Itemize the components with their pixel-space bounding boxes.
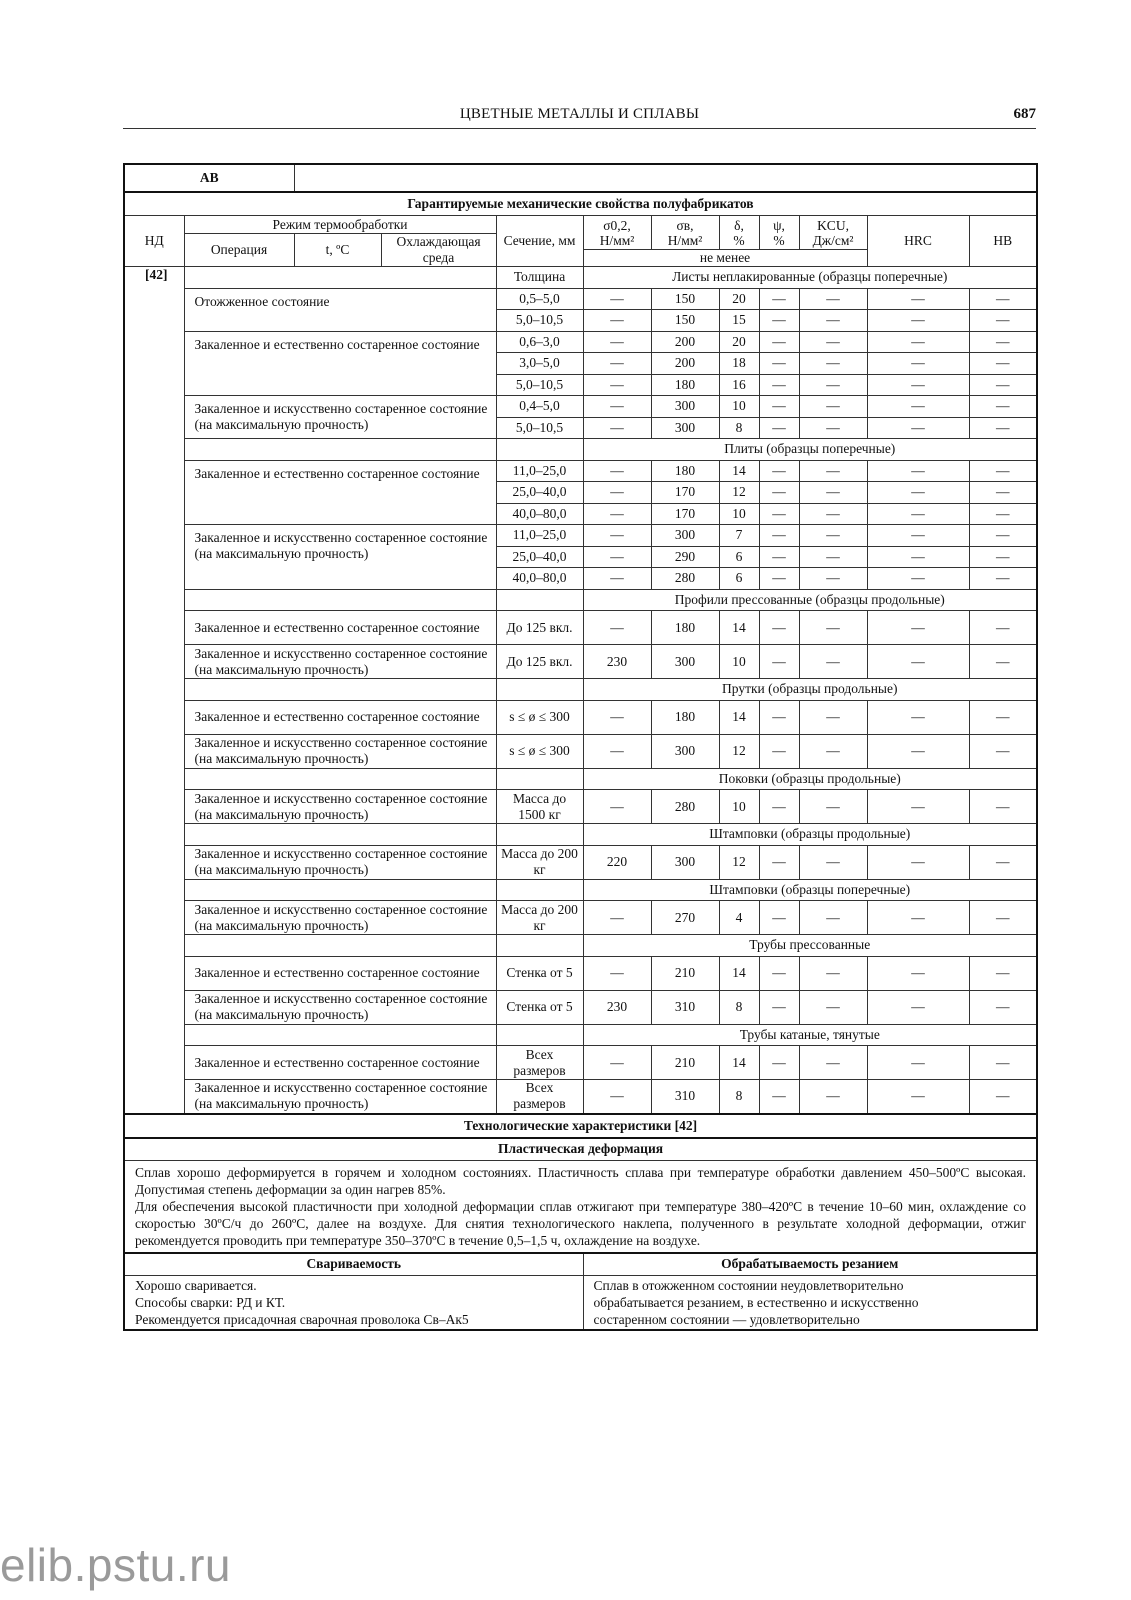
value-kcu: —: [799, 568, 867, 590]
value-s02: —: [583, 901, 651, 935]
value-kcu: —: [799, 525, 867, 547]
value-sv: 180: [651, 611, 719, 645]
page-number: 687: [1013, 106, 1036, 122]
condition-label: Отожженное состояние: [184, 288, 496, 331]
value-s02: —: [583, 1080, 651, 1114]
header-s02: σ0,2, Н/мм²: [583, 216, 651, 250]
condition-label: Закаленное и искусственно состаренное состояние (на максимальную прочность): [184, 396, 496, 439]
section-value: 11,0–25,0: [496, 460, 583, 482]
watermark: elib.pstu.ru: [0, 1539, 232, 1591]
mech-section-title: Гарантируемые механические свойства полуфабрикатов: [124, 192, 1037, 216]
value-s02: 230: [583, 990, 651, 1024]
value-sv: 200: [651, 353, 719, 375]
value-hrc: —: [867, 353, 969, 375]
value-sv: 210: [651, 956, 719, 990]
table-row: [124, 525, 1037, 547]
value-d: 20: [719, 288, 759, 310]
value-hb: —: [969, 645, 1037, 679]
value-sv: 280: [651, 790, 719, 824]
value-psi: —: [759, 568, 799, 590]
value-hrc: —: [867, 546, 969, 568]
value-kcu: —: [799, 790, 867, 824]
value-hrc: —: [867, 310, 969, 332]
section-spacer: [496, 824, 583, 846]
value-s02: —: [583, 353, 651, 375]
value-psi: —: [759, 700, 799, 734]
value-sv: 300: [651, 396, 719, 418]
category-spacer: [184, 439, 496, 461]
value-sv: 180: [651, 700, 719, 734]
category-row: [124, 824, 1037, 846]
section-value: Стенка от 5: [496, 990, 583, 1024]
value-hb: —: [969, 700, 1037, 734]
section-value: 40,0–80,0: [496, 503, 583, 525]
value-hrc: —: [867, 568, 969, 590]
header-delta: δ, %: [719, 216, 759, 250]
value-d: 14: [719, 956, 759, 990]
machinability-line: обрабатывается резанием, в естественно и искусственно: [593, 1294, 919, 1310]
value-s02: —: [583, 700, 651, 734]
plastic-paragraph-1: Сплав хорошо деформируется в горячем и холодном состояниях. Пластичность сплава при температуре обработки давлением 450–500ºС высокая. Допустимая степень деформации за один нагрев 85%.: [135, 1164, 1027, 1197]
table-row: [124, 645, 1037, 679]
condition-label: Закаленное и естественно состаренное состояние: [184, 611, 496, 645]
value-sv: 300: [651, 525, 719, 547]
table-row: [124, 1080, 1037, 1114]
section-label: Толщина: [496, 267, 583, 289]
condition-label: Закаленное и естественно состаренное состояние: [184, 1046, 496, 1080]
value-d: 7: [719, 525, 759, 547]
value-kcu: —: [799, 396, 867, 418]
category-row: [124, 679, 1037, 701]
table-row: [124, 396, 1037, 418]
condition-label: Закаленное и естественно состаренное состояние: [184, 331, 496, 396]
value-kcu: —: [799, 310, 867, 332]
value-s02: —: [583, 525, 651, 547]
value-psi: —: [759, 460, 799, 482]
header-regime: Режим термообработки: [184, 216, 496, 234]
value-hrc: —: [867, 288, 969, 310]
section-value: Всех размеров: [496, 1080, 583, 1114]
value-kcu: —: [799, 331, 867, 353]
value-hb: —: [969, 525, 1037, 547]
value-hb: —: [969, 546, 1037, 568]
value-kcu: —: [799, 1080, 867, 1114]
value-psi: —: [759, 956, 799, 990]
header-kcu: KCU, Дж/см²: [799, 216, 867, 250]
value-hb: —: [969, 734, 1037, 768]
machinability-title: Обрабатываемость резанием: [583, 1253, 1037, 1276]
section-spacer: [496, 1024, 583, 1046]
condition-label: Закаленное и искусственно состаренное состояние (на максимальную прочность): [184, 1080, 496, 1114]
value-hb: —: [969, 845, 1037, 879]
value-hb: —: [969, 460, 1037, 482]
section-value: До 125 вкл.: [496, 611, 583, 645]
value-s02: —: [583, 288, 651, 310]
value-sv: 200: [651, 331, 719, 353]
section-value: 3,0–5,0: [496, 353, 583, 375]
table-row: [124, 845, 1037, 879]
category-title: Штамповки (образцы поперечные): [583, 879, 1037, 901]
section-value: 5,0–10,5: [496, 417, 583, 439]
value-d: 8: [719, 990, 759, 1024]
value-s02: —: [583, 1046, 651, 1080]
value-s02: —: [583, 482, 651, 504]
value-psi: —: [759, 353, 799, 375]
nd-reference: [42]: [124, 267, 184, 1114]
section-value: 0,6–3,0: [496, 331, 583, 353]
value-hrc: —: [867, 374, 969, 396]
category-row: [124, 267, 1037, 289]
value-psi: —: [759, 546, 799, 568]
value-s02: —: [583, 611, 651, 645]
value-kcu: —: [799, 503, 867, 525]
section-value: 5,0–10,5: [496, 374, 583, 396]
table-row: [124, 956, 1037, 990]
section-value: 11,0–25,0: [496, 525, 583, 547]
value-hb: —: [969, 503, 1037, 525]
value-psi: —: [759, 396, 799, 418]
value-d: 18: [719, 353, 759, 375]
value-hrc: —: [867, 503, 969, 525]
value-hb: —: [969, 790, 1037, 824]
value-s02: —: [583, 396, 651, 418]
value-sv: 310: [651, 1080, 719, 1114]
condition-label: Закаленное и искусственно состаренное состояние (на максимальную прочность): [184, 901, 496, 935]
table-row: [124, 734, 1037, 768]
value-hb: —: [969, 990, 1037, 1024]
value-d: 20: [719, 331, 759, 353]
category-title: Поковки (образцы продольные): [583, 768, 1037, 790]
value-hrc: —: [867, 1080, 969, 1114]
value-hrc: —: [867, 901, 969, 935]
value-kcu: —: [799, 734, 867, 768]
condition-label: Закаленное и естественно состаренное состояние: [184, 700, 496, 734]
value-s02: 230: [583, 645, 651, 679]
category-title: Штамповки (образцы продольные): [583, 824, 1037, 846]
section-spacer: [496, 679, 583, 701]
value-kcu: —: [799, 901, 867, 935]
category-row: [124, 439, 1037, 461]
section-value: 5,0–10,5: [496, 310, 583, 332]
weldability-title: Свариваемость: [124, 1253, 583, 1276]
value-psi: —: [759, 845, 799, 879]
value-sv: 300: [651, 734, 719, 768]
condition-label: Закаленное и искусственно состаренное состояние (на максимальную прочность): [184, 525, 496, 590]
value-s02: —: [583, 331, 651, 353]
value-sv: 270: [651, 901, 719, 935]
value-hrc: —: [867, 611, 969, 645]
plastic-deformation-title: Пластическая деформация: [124, 1138, 1037, 1161]
value-kcu: —: [799, 845, 867, 879]
section-value: Масса до 200 кг: [496, 901, 583, 935]
section-value: 0,5–5,0: [496, 288, 583, 310]
value-hb: —: [969, 353, 1037, 375]
category-spacer: [184, 824, 496, 846]
value-sv: 300: [651, 845, 719, 879]
value-s02: 220: [583, 845, 651, 879]
value-d: 12: [719, 734, 759, 768]
header-nd: НД: [124, 216, 184, 267]
condition-label: Закаленное и искусственно состаренное состояние (на максимальную прочность): [184, 734, 496, 768]
value-hrc: —: [867, 645, 969, 679]
header-hb: HB: [969, 216, 1037, 267]
running-head: [123, 104, 1036, 129]
value-kcu: —: [799, 288, 867, 310]
value-kcu: —: [799, 990, 867, 1024]
category-row: [124, 879, 1037, 901]
value-d: 8: [719, 1080, 759, 1114]
value-hb: —: [969, 611, 1037, 645]
category-title: Профили прессованные (образцы продольные): [583, 589, 1037, 611]
table-row: [124, 331, 1037, 353]
value-psi: —: [759, 288, 799, 310]
section-value: До 125 вкл.: [496, 645, 583, 679]
header-sv: σв, Н/мм²: [651, 216, 719, 250]
value-hrc: —: [867, 990, 969, 1024]
header-hrc: HRC: [867, 216, 969, 267]
value-kcu: —: [799, 956, 867, 990]
value-sv: 300: [651, 645, 719, 679]
value-hb: —: [969, 396, 1037, 418]
value-s02: —: [583, 460, 651, 482]
header-section: Сечение, мм: [496, 216, 583, 267]
value-psi: —: [759, 990, 799, 1024]
value-kcu: —: [799, 353, 867, 375]
weldability-line: Способы сварки: РД и КТ.: [135, 1294, 286, 1310]
value-hb: —: [969, 568, 1037, 590]
category-spacer: [184, 1024, 496, 1046]
condition-label: Закаленное и искусственно состаренное состояние (на максимальную прочность): [184, 790, 496, 824]
value-sv: 290: [651, 546, 719, 568]
value-kcu: —: [799, 1046, 867, 1080]
value-d: 10: [719, 396, 759, 418]
value-kcu: —: [799, 460, 867, 482]
value-kcu: —: [799, 417, 867, 439]
section-value: Масса до 200 кг: [496, 845, 583, 879]
value-hrc: —: [867, 734, 969, 768]
value-hb: —: [969, 956, 1037, 990]
category-title: Трубы прессованные: [583, 935, 1037, 957]
value-psi: —: [759, 734, 799, 768]
value-psi: —: [759, 417, 799, 439]
section-spacer: [496, 935, 583, 957]
condition-label: Закаленное и искусственно состаренное состояние (на максимальную прочность): [184, 990, 496, 1024]
category-spacer: [184, 879, 496, 901]
value-sv: 170: [651, 503, 719, 525]
value-psi: —: [759, 1080, 799, 1114]
value-d: 8: [719, 417, 759, 439]
alloy-properties-table: [123, 163, 1038, 1331]
category-spacer: [184, 589, 496, 611]
category-row: [124, 1024, 1037, 1046]
value-d: 10: [719, 503, 759, 525]
table-row: [124, 901, 1037, 935]
value-sv: 310: [651, 990, 719, 1024]
category-row: [124, 935, 1037, 957]
weldability-text: [124, 1275, 583, 1330]
value-d: 10: [719, 645, 759, 679]
value-d: 6: [719, 546, 759, 568]
category-title: Листы неплакированные (образцы поперечные): [583, 267, 1037, 289]
table-row: [124, 790, 1037, 824]
section-value: Стенка от 5: [496, 956, 583, 990]
value-hb: —: [969, 310, 1037, 332]
value-sv: 280: [651, 568, 719, 590]
value-d: 6: [719, 568, 759, 590]
section-value: 25,0–40,0: [496, 546, 583, 568]
value-s02: —: [583, 790, 651, 824]
table-row: [124, 700, 1037, 734]
table-row: [124, 288, 1037, 310]
value-sv: 150: [651, 288, 719, 310]
category-spacer: [184, 267, 496, 289]
weldability-line: Рекомендуется присадочная сварочная проволока Св–Ак5: [135, 1311, 469, 1327]
category-row: [124, 589, 1037, 611]
value-hb: —: [969, 288, 1037, 310]
value-hrc: —: [867, 525, 969, 547]
machinability-line: Сплав в отожженном состоянии неудовлетворительно: [593, 1277, 904, 1293]
value-kcu: —: [799, 700, 867, 734]
value-d: 14: [719, 611, 759, 645]
value-psi: —: [759, 331, 799, 353]
value-sv: 300: [651, 417, 719, 439]
section-value: 0,4–5,0: [496, 396, 583, 418]
value-hb: —: [969, 901, 1037, 935]
value-psi: —: [759, 503, 799, 525]
category-title: Прутки (образцы продольные): [583, 679, 1037, 701]
machinability-text: [583, 1275, 1037, 1330]
value-s02: —: [583, 374, 651, 396]
section-spacer: [496, 439, 583, 461]
value-s02: —: [583, 546, 651, 568]
value-hb: —: [969, 374, 1037, 396]
category-spacer: [184, 768, 496, 790]
value-hrc: —: [867, 482, 969, 504]
table-row: [124, 990, 1037, 1024]
section-value: 25,0–40,0: [496, 482, 583, 504]
header-psi: ψ, %: [759, 216, 799, 250]
value-sv: 180: [651, 460, 719, 482]
value-hb: —: [969, 331, 1037, 353]
value-hrc: —: [867, 396, 969, 418]
value-s02: —: [583, 310, 651, 332]
category-row: [124, 768, 1037, 790]
value-d: 4: [719, 901, 759, 935]
value-hrc: —: [867, 700, 969, 734]
section-spacer: [496, 768, 583, 790]
value-psi: —: [759, 374, 799, 396]
machinability-line: состаренном состоянии — удовлетворительно: [593, 1311, 860, 1327]
table-row: [124, 460, 1037, 482]
value-kcu: —: [799, 482, 867, 504]
value-s02: —: [583, 734, 651, 768]
value-kcu: —: [799, 546, 867, 568]
table-row: [124, 1046, 1037, 1080]
value-hrc: —: [867, 417, 969, 439]
value-d: 14: [719, 700, 759, 734]
header-cooling: Охлаждающая среда: [381, 234, 496, 267]
value-kcu: —: [799, 611, 867, 645]
value-kcu: —: [799, 645, 867, 679]
category-title: Трубы катаные, тянутые: [583, 1024, 1037, 1046]
value-sv: 150: [651, 310, 719, 332]
value-s02: —: [583, 417, 651, 439]
section-value: s ≤ ø ≤ 300: [496, 734, 583, 768]
value-hb: —: [969, 1046, 1037, 1080]
value-hrc: —: [867, 1046, 969, 1080]
section-value: 40,0–80,0: [496, 568, 583, 590]
value-psi: —: [759, 790, 799, 824]
plastic-deformation-text: [124, 1160, 1037, 1253]
category-spacer: [184, 935, 496, 957]
value-hrc: —: [867, 790, 969, 824]
table-row: [124, 611, 1037, 645]
tech-title: Технологические характеристики [42]: [124, 1114, 1037, 1138]
plastic-paragraph-2: Для обеспечения высокой пластичности при холодной деформации сплав отжигают при температуре 380–420ºС в течение 10–60 мин, охлаждение со скоростью 30ºС/ч до 260ºС, далее на воздухе. Для снятия технологического наклепа, полученного в результате холодной деформации, отжиг рекомендуется проводить при температуре 350–370ºС в течение 0,5–1,5 ч, охлаждение на воздухе.: [135, 1198, 1027, 1248]
value-psi: —: [759, 482, 799, 504]
value-psi: —: [759, 525, 799, 547]
value-psi: —: [759, 901, 799, 935]
running-head-title: ЦВЕТНЫЕ МЕТАЛЛЫ И СПЛАВЫ: [459, 106, 700, 122]
value-s02: —: [583, 503, 651, 525]
value-kcu: —: [799, 374, 867, 396]
section-value: s ≤ ø ≤ 300: [496, 700, 583, 734]
condition-label: Закаленное и естественно состаренное состояние: [184, 956, 496, 990]
value-psi: —: [759, 611, 799, 645]
header-temp: t, ºС: [294, 234, 381, 267]
section-value: Масса до 1500 кг: [496, 790, 583, 824]
value-hrc: —: [867, 845, 969, 879]
value-d: 10: [719, 790, 759, 824]
value-d: 15: [719, 310, 759, 332]
value-d: 16: [719, 374, 759, 396]
grade-blank-cell: [294, 164, 1037, 192]
value-hb: —: [969, 417, 1037, 439]
value-hb: —: [969, 482, 1037, 504]
section-spacer: [496, 879, 583, 901]
value-s02: —: [583, 956, 651, 990]
header-min: не менее: [583, 250, 867, 267]
section-value: Всех размеров: [496, 1046, 583, 1080]
value-d: 12: [719, 845, 759, 879]
condition-label: Закаленное и естественно состаренное состояние: [184, 460, 496, 525]
weldability-line: Хорошо сваривается.: [135, 1277, 257, 1293]
section-spacer: [496, 589, 583, 611]
value-d: 14: [719, 1046, 759, 1080]
header-operation: Операция: [184, 234, 294, 267]
value-sv: 210: [651, 1046, 719, 1080]
value-sv: 170: [651, 482, 719, 504]
category-spacer: [184, 679, 496, 701]
value-psi: —: [759, 645, 799, 679]
value-hrc: —: [867, 956, 969, 990]
value-hrc: —: [867, 331, 969, 353]
category-title: Плиты (образцы поперечные): [583, 439, 1037, 461]
condition-label: Закаленное и искусственно состаренное состояние (на максимальную прочность): [184, 845, 496, 879]
value-s02: —: [583, 568, 651, 590]
value-sv: 180: [651, 374, 719, 396]
value-hrc: —: [867, 460, 969, 482]
value-psi: —: [759, 310, 799, 332]
value-d: 14: [719, 460, 759, 482]
value-d: 12: [719, 482, 759, 504]
value-hb: —: [969, 1080, 1037, 1114]
condition-label: Закаленное и искусственно состаренное состояние (на максимальную прочность): [184, 645, 496, 679]
value-psi: —: [759, 1046, 799, 1080]
alloy-grade: АВ: [124, 164, 294, 192]
